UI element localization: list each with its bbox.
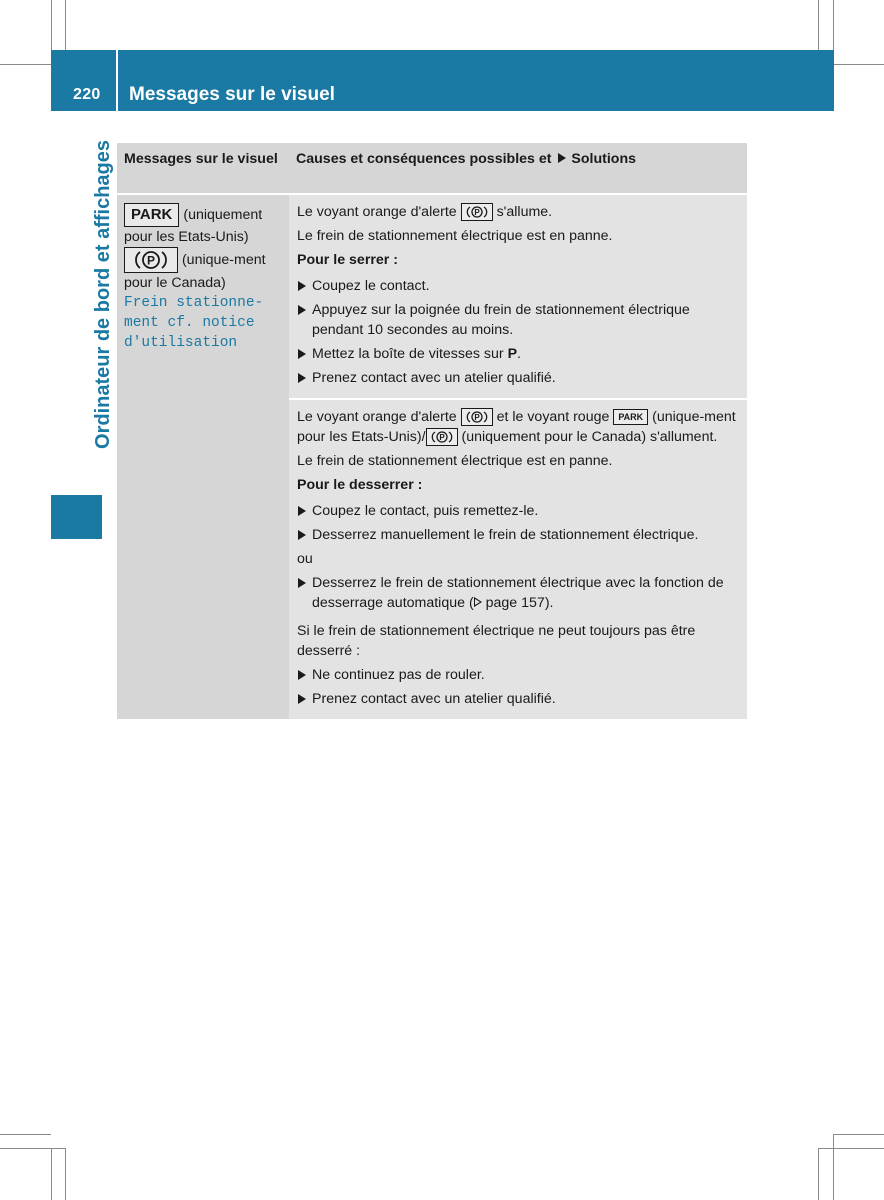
park-note: (uniquement pour les Etats-Unis) (124, 207, 263, 245)
list-item-text: Prenez contact avec un atelier qualifié. (312, 691, 556, 707)
list-item-text: Desserrez manuellement le frein de stationnement électrique. (312, 527, 699, 543)
cause-note: Si le frein de stationnement électrique ne peut toujours pas être desserré : (297, 623, 696, 659)
display-message-text: Frein stationne-ment cf. notice d'utilisation (124, 295, 264, 351)
crop-mark (0, 1134, 51, 1135)
causes-column (289, 195, 747, 719)
bullet-arrow-icon (298, 281, 306, 291)
side-tab-label: Ordinateur de bord et affichages (92, 140, 114, 449)
bullet-arrow-icon (298, 530, 306, 540)
list-item (297, 573, 740, 613)
list-item (297, 344, 740, 364)
list-item (297, 368, 740, 388)
svg-text:P: P (473, 413, 480, 422)
list-item-text: Desserrez le frein de stationnement électrique avec la fonction de desserrage automatique ( page 157). (312, 575, 724, 611)
crop-mark (0, 1148, 66, 1149)
cause-line (297, 202, 740, 222)
park-indicator-icon: PARK (124, 203, 179, 227)
parking-brake-warning-icon (461, 203, 493, 221)
column-header-causes-text: Causes et conséquences possibles et (296, 151, 552, 167)
bullet-arrow-icon (298, 506, 306, 516)
cause-text: (uniquement pour le Canada) s'allument. (461, 429, 718, 445)
header-divider (116, 50, 118, 111)
page-number: 220 (73, 86, 101, 103)
list-item-text: Coupez le contact. (312, 278, 430, 294)
list-item (297, 665, 740, 685)
page-title: Messages sur le visuel (129, 84, 335, 105)
parking-brake-warning-icon (461, 408, 493, 426)
crop-mark (833, 0, 834, 50)
park-warning-icon: PARK (613, 409, 648, 425)
bullet-arrow-icon (298, 694, 306, 704)
cause-block-release (289, 398, 747, 719)
cause-text: et le voyant rouge (496, 409, 610, 425)
page-reference-icon (474, 597, 482, 607)
crop-mark (818, 1148, 819, 1200)
list-item-text: Prenez contact avec un atelier qualifié. (312, 370, 556, 386)
cause-text: Le voyant orange d'alerte (297, 409, 457, 425)
side-tab-marker (51, 495, 102, 539)
column-header-causes (289, 143, 747, 193)
messages-table (117, 143, 747, 719)
list-item-text: Coupez le contact, puis remettez-le. (312, 503, 539, 519)
message-cell (117, 195, 289, 719)
cause-line: Le frein de stationnement électrique est en panne. (297, 453, 613, 469)
arrow-right-icon (558, 153, 566, 163)
list-item-text: Mettez la boîte de vitesses sur P. (312, 346, 521, 362)
table-body (117, 195, 747, 719)
parking-brake-indicator-icon (124, 247, 178, 273)
canada-note: (unique-ment pour le Canada) (124, 251, 266, 291)
page-header (51, 50, 834, 111)
bullet-arrow-icon (298, 349, 306, 359)
table-header (117, 143, 747, 195)
bullet-arrow-icon (298, 578, 306, 588)
crop-mark (818, 1148, 884, 1149)
svg-text:P: P (438, 433, 445, 442)
message-park-line (124, 203, 282, 293)
crop-mark (0, 64, 51, 65)
bullet-arrow-icon (298, 373, 306, 383)
bullet-arrow-icon (298, 670, 306, 680)
or-separator: ou (297, 551, 313, 567)
cause-line: Le frein de stationnement électrique est en panne. (297, 228, 613, 244)
list-item (297, 276, 740, 296)
cause-text: s'allume. (496, 204, 553, 220)
crop-mark (65, 1148, 66, 1200)
instruction-heading: Pour le serrer : (297, 252, 398, 268)
list-item (297, 300, 740, 340)
column-header-solutions-text: Solutions (571, 151, 637, 167)
crop-mark (834, 1134, 884, 1135)
crop-mark (833, 1134, 834, 1200)
cause-text: (unique-ment pour les Etats-Unis)/ (297, 409, 736, 445)
svg-text:P: P (146, 253, 156, 268)
svg-text:P: P (473, 208, 480, 217)
list-item (297, 525, 740, 545)
cause-block-apply (289, 195, 747, 398)
list-item (297, 501, 740, 521)
crop-mark (834, 64, 884, 65)
crop-mark (65, 0, 66, 50)
crop-mark (51, 1148, 52, 1200)
cause-text: Le voyant orange d'alerte (297, 204, 457, 220)
list-item-text: Ne continuez pas de rouler. (312, 667, 485, 683)
crop-mark (51, 0, 52, 50)
column-header-messages: Messages sur le visuel (124, 151, 278, 167)
parking-brake-warning-icon (426, 428, 458, 446)
list-item-text: Appuyez sur la poignée du frein de stationnement électrique pendant 10 secondes au moins. (312, 302, 690, 338)
crop-mark (818, 0, 819, 50)
cause-line (297, 407, 740, 447)
page-reference-link[interactable]: page 157). (485, 595, 554, 611)
bullet-arrow-icon (298, 305, 306, 315)
instruction-heading: Pour le desserrer : (297, 477, 423, 493)
list-item (297, 689, 740, 709)
